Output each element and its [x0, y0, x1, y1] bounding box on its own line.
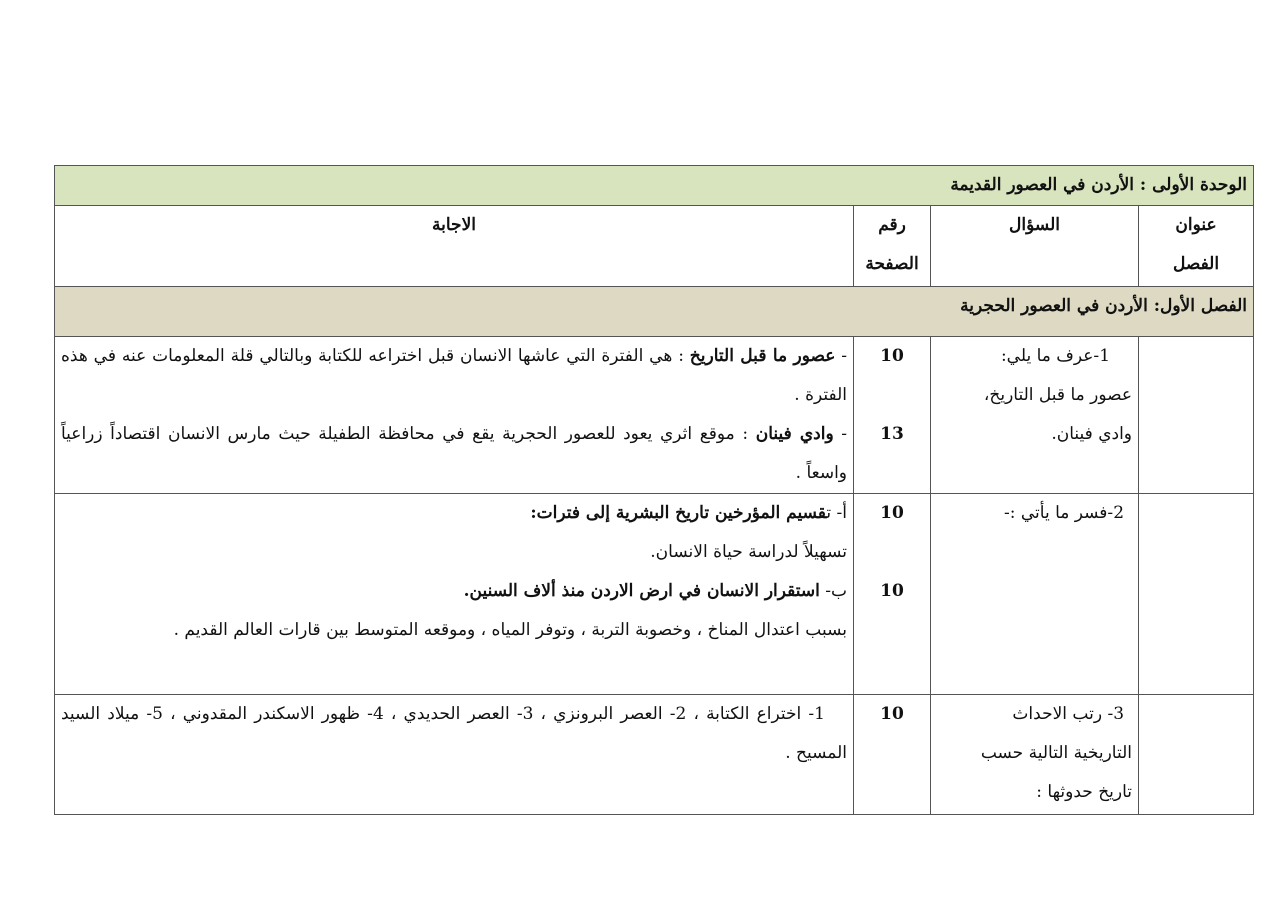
answer-term: وادي فينان — [755, 424, 834, 444]
question-line: وادي فينان. — [1051, 424, 1133, 444]
header-chapter-title-line: عنوان — [1175, 215, 1217, 235]
chapter-cell — [1139, 695, 1254, 815]
header-row — [55, 206, 1254, 287]
chapter-cell — [1139, 337, 1254, 494]
unit-title-row — [55, 166, 1254, 206]
chapter-title: الفصل الأول: الأردن في العصور الحجرية — [55, 287, 1254, 337]
answer-item: - وادي فينان : موقع اثري يعود للعصور الحجرية يقع في محافظة الطفيلة حيث مارس الانسان اقتصاداً زراعياً واسعاً . — [61, 424, 848, 483]
table-row — [55, 337, 1254, 494]
page-cell — [854, 695, 931, 815]
answer-item: أ- تقسيم المؤرخين تاريخ البشرية إلى فترات: — [530, 503, 848, 523]
chapter-row — [55, 287, 1254, 337]
answer-text: تسهيلاً لدراسة حياة الانسان. — [650, 542, 848, 562]
header-page-number — [854, 206, 931, 287]
header-chapter-title — [1139, 206, 1254, 287]
header-page-number-line: الصفحة — [865, 254, 919, 274]
answer-cell — [55, 695, 854, 815]
answer-cell — [55, 337, 854, 494]
question-line: تاريخ حدوثها : — [1036, 782, 1133, 802]
page-number: 10 — [880, 704, 904, 724]
question-line: عصور ما قبل التاريخ، — [983, 385, 1133, 405]
answer-text: 1- اختراع الكتابة ، 2- العصر البرونزي ، 3- العصر الحديدي ، 4- ظهور الاسكندر المقدوني ، 5- ميلاد السيد المسيح . — [61, 704, 848, 763]
answer-cell — [55, 494, 854, 695]
answer-text: بسبب اعتدال المناخ ، وخصوبة التربة ، وتوفر المياه ، وموقعه المتوسط بين قارات العالم القديم . — [173, 620, 848, 640]
curriculum-table — [54, 165, 1254, 815]
header-question: السؤال — [931, 206, 1139, 287]
question-cell — [931, 337, 1139, 494]
page-number: 10 — [880, 346, 904, 366]
unit-title: الوحدة الأولى : الأردن في العصور القديمة — [55, 166, 1254, 206]
table-row — [55, 494, 1254, 695]
page-number: 10 — [880, 581, 904, 601]
chapter-cell — [1139, 494, 1254, 695]
question-line: 2-فسر ما يأتي :- — [1003, 503, 1125, 523]
question-line: 3- رتب الاحداث — [1012, 704, 1125, 724]
answer-text: : هي الفترة التي عاشها الانسان قبل اختراعه للكتابة وبالتالي قلة المعلومات عنه في هذه الفترة . — [61, 346, 848, 405]
header-chapter-title-line: الفصل — [1172, 254, 1220, 274]
answer-term: قسيم المؤرخين تاريخ البشرية إلى فترات: — [530, 503, 827, 523]
header-page-number-line: رقم — [878, 215, 906, 235]
question-line: التاريخية التالية حسب — [980, 743, 1133, 763]
question-line: 1-عرف ما يلي: — [1000, 346, 1111, 366]
page-number: 10 — [880, 503, 904, 523]
table-row — [55, 695, 1254, 815]
answer-item: - عصور ما قبل التاريخ : هي الفترة التي عاشها الانسان قبل اختراعه للكتابة وبالتالي قلة المعلومات عنه في هذه الفترة . — [61, 346, 848, 405]
answer-item: ب- استقرار الانسان في ارض الاردن منذ ألاف السنين. — [463, 581, 848, 601]
answer-text: : موقع اثري يعود للعصور الحجرية يقع في محافظة الطفيلة حيث مارس الانسان اقتصاداً زراعياً واسعاً . — [61, 424, 848, 483]
question-cell — [931, 695, 1139, 815]
page-number: 13 — [880, 424, 904, 444]
page-cell — [854, 337, 931, 494]
answer-term: عصور ما قبل التاريخ — [689, 346, 836, 366]
header-answer: الاجابة — [55, 206, 854, 287]
answer-term: استقرار الانسان في ارض الاردن منذ ألاف السنين. — [463, 581, 820, 601]
question-cell — [931, 494, 1139, 695]
page-cell — [854, 494, 931, 695]
